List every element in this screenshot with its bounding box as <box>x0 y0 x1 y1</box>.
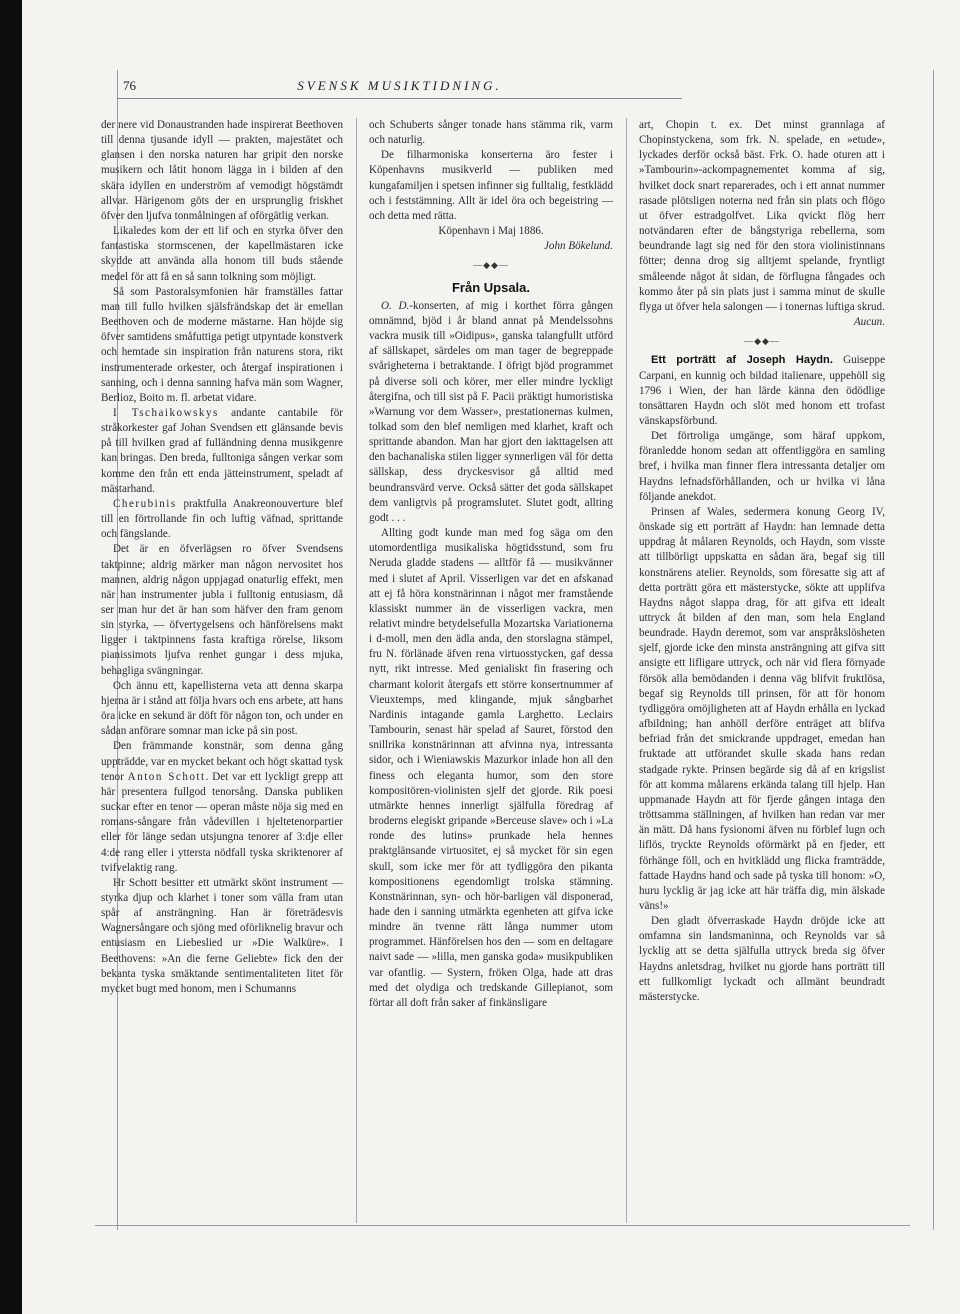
bottom-rule <box>95 1225 910 1226</box>
paragraph: De filharmoniska konserterna äro fester i Köpenhavns musikverld — publiken med kungafamiljen i spetsen infinner sig fulltalig, festklädd och i feststämning. Allt är idel öra och begeistring — och detta med rätta. <box>369 149 613 222</box>
paragraph: der nere vid Donaustranden hade inspirerat Beethoven till denna tjusande idyll — prakten, majestätet och glansen i den norska naturen har gripit den norske musikern och låtit honom lägga in i bilden af den skära idyllen en underström af vemodigt högstämdt allvar. Härigenom göts der en ursprunglig friskhet öfver den ljufva tonmålningen af oförgätlig verkan. <box>101 119 343 222</box>
paragraph: Det är en öfverlägsen ro öfver Svendsens taktpinne; aldrig märker man någon nervositet hos mannen, aldrig någon uppjagad onaturlig effekt, men när han instrumenter jubla i fulltonig entusiasm, då ser man hur det är han som häfver den fram genom sin styrka, — öfvertygelsens och hänförelsens makt ligger i taktpinnens fasta kraftiga rörelse, liksom pianissimots ljufva renhet gungar i dess mjuka, behagliga svängningar. <box>101 543 343 677</box>
paragraph: O. D.-konserten, af mig i korthet förra gången omnämnd, bjöd i år bland annat på Mendelssohns vackra musik till »Oidipus», ganska talangfullt utförd af sällskapet, särdeles om man tager de begreppade svårigheterna i betraktande. I öfrigt bjöd programmet på diverse soli och körer, mer eller mindre lyckligt återgifna, och till sist på F. Pacii präktigt humoristiska »Warnung vor dem Wasser», prestationernas kulmen, tolkad som den blef nemligen med klarhet, kraft och sprittande abandon. Man har gjort den iakttagelsen att den bachanaliska stilen ligger synnerligen väl för detta sällskap, dess dryckesvisor gå alltid med beundransvärd verve. Också sätter det goda sällskapet dem vanligtvis på programslutet. Slutet godt, allting godt . . . <box>369 299 613 524</box>
paragraph: Ett porträtt af Joseph Haydn. Guiseppe Carpani, en kunnig och bildad italienare, uppehöll sig 1796 i Wien, der han lärde känna den ödödlige tonsättaren Haydn och slöt med honom ett trofast vänskapsförbund. <box>639 354 885 427</box>
article-heading: Ett porträtt af Joseph Haydn. <box>651 354 833 367</box>
signature: Aucun. <box>853 316 885 329</box>
dateline: Köpenhavn i Maj 1886. <box>438 225 544 238</box>
paragraph: Och ännu ett, kapellisterna veta att denna skarpa hjerna är i stånd att följa hvars och ens arbete, att hans öra icke en sekund är döft för någon ton, och under en sådan anförare somnar man icke på sin post. <box>101 679 343 738</box>
paragraph: Likaledes kom der ett lif och en styrka öfver den fantastiska stormscenen, der kapellmästaren icke skydde att använda alla honom till buds stående medel för att få en så sann tolkning som möjligt. <box>101 225 343 283</box>
signature: John Bökelund. <box>543 240 613 253</box>
ornament-divider: —◆◆— <box>744 336 780 347</box>
paragraph: och Schuberts sånger tonade hans stämma rik, varm och naturlig. <box>369 119 613 147</box>
article-heading: Från Upsala. <box>451 279 531 295</box>
paragraph: Så som Pastoralsymfonien här framställes fattar man till fullo hvilken själsfrändskap det är emellan Beethoven och de moderne mästarne. Han höjde sig öfver samtidens småfuttiga petigt utpyntade konstverk och hemtade sin inspiration från naturens stora, rikt instrumenterade orkester, och återgaf inspirationen i sanning, och i denna sanning hafva män som Wagner, Berlioz, Boito m. fl. arbetat vidare. <box>101 285 343 404</box>
composer-name: Cherubinis <box>113 497 177 510</box>
column-2 <box>369 118 613 1223</box>
paragraph: Hr Schott besitter ett utmärkt skönt instrument — styrka djup och klarhet i toner som välla fram utan spår af ansträngning. Han är företrädesvis Wagnersångare och sjöng med oförliknelig bravur och entusiasm en Liebeslied ur »Die Walküre». I Beethovens: »An die ferne Geliebte» fick den der bekanta tyska smäktande sentimentaliteten litet för mycket bugt med honom, men i Schumanns <box>101 876 343 995</box>
ornament-divider: —◆◆— <box>473 260 509 271</box>
paragraph: Den främmande konstnär, som denna gång uppträdde, var en mycket bekant och högt skattad tysk tenor Anton Schott. Det var ett lyckligt grepp att här presentera fullgod tenorsång. Danska publiken suckar efter en tenor — operan måste nöja sig med en romans-sångare från vådevillen i hjeltetenorpartier eller för länge sedan utsjungna tenorer af 3:dje eller 4:de rang eller i yttersta nödfall tyska skriktenorer af tvifvelaktig rang. <box>101 740 343 874</box>
paragraph: I Tschaikowskys andante cantabile för stråkorkester gaf Johan Svendsen ett glänsande bevis på till hvilken grad af fulländning denna musikgenre kan bringas. Den breda, fulltoniga sången verkar som komme den från ett enda jätteinstrument, speladt af mästarhand. <box>101 406 343 495</box>
paragraph: art, Chopin t. ex. Det minst grannlaga af Chopinstyckena, som frk. N. spelade, en »etude», lyckades derför också bäst. Frk. O. hade oturen att i »Tambourin»-ackompagnementet komma af sig, hvilket dock snart reparerades, och i ett annat nummer rasade plötsligen noterna ned från sin plats och flögo ut öfver estradgolfvet. Lika qvickt flög herr notvändaren efter de bångstyriga rebellerna, som beundrande lagt sig ned för den stora violinistinnans fötter; denna drog sig alltjemt spelande, fryntligt småleende något åt sidan, de förflugna fångades och kommo åter på sin plats just i samma minut de skulle flyga ut öfver hela salongen — i tonernas luftiga skrud. <box>639 119 885 313</box>
column-rule-1 <box>356 118 357 1223</box>
page-header <box>117 70 682 99</box>
paragraph: Allting godt kunde man med fog säga om den utomordentliga musikaliska högtidsstund, som fru Neruda gladde stadens — alltför få — musikvänner med i slutet af April. Visserligen var det en afskanad att ej få höra konstnärinnan i något mer framstående klassiskt nummer än de visserligen vackra, men relativt mindre betydelsefulla Mozartska Variationerna i d-moll, men den ädla anda, den storslagna stämpel, fru N. förlänade äfven rena virtuosstycken, gaf dessa nytt, rikt intresse. Med genialiskt fin frasering och charmant kolorit återgafs ett större konsertnummer af Vieuxtemps, med klingande, mjuk sångbarhet Nardinis intagande gamla Larghetto. Leclairs Tambourin, senast här spelad af Sauret, förstod den snillrika konstnärinnan att afvinna nya, intressanta sidor, och i Wieniawskis Mazurkor inlade hon all den finess och eleganta humor, som den store kompositören-violinisten sjelf det gjorde. Rik poesi utmärkte hennes innerligt själfulla föredrag af broderns elegiskt gripande »Berceuse slave» och i »La ronde des lutins» prunkade hela hennes praktglänsande virtuositet, ej så mycket för sin egen skull, som icke mer för att tydliggöra den pikanta kompositionens egendomligt trolska stämning. Konstnärinnan, syn- och hör-barligen väl disponerad, hade den i sanning utmärkta egenheten att gifva icke mindre än tvenne rätt långa nummer utom programmet. Hänförelsen hos den — som en deltagare naivt sade — »lilla, men ganska goda» musikpubliken var ofantlig. — Systern, fröken Olga, hade att dras med det olydiga och tredskande Gillepianot, som förtar all doft från saker af finkänsligare <box>369 527 613 1009</box>
composer-name: I Tschaikowskys <box>113 406 219 419</box>
page-number: 76 <box>123 78 136 93</box>
column-3 <box>639 118 885 1223</box>
paragraph: Cherubinis praktfulla Anakreonouverture blef till en förtrollande fin och luftig väfnad, sprittande och fängslande. <box>101 497 343 541</box>
paragraph: Prinsen af Wales, sedermera konung Georg IV, önskade sig ett porträtt af Haydn: han lemnade detta uppdrag åt målaren Reynolds, och Haydn, som visste att tillbörligt uppskatta en sådan ära, begaf sig till konstnärens atelier. Reynolds, som föresatte sig att af detta porträtt göra ett mästerstycke, sökte att upplifva Haydns något slappa drag, för att gifva ett idealt uttryck åt bilden af den man, som hela England beundrade. Haydn deremot, som var anspråkslösheten sjelf, gjorde icke den minsta ansträngning att gifva sitt ansigte ett lifligare uttryck, och när vid flera förnyade försök alla bemödanden i denna väg blifvit fruktlösa, begaf sig Reynolds till prinsen, för att för honom tydliggöra omöjligheten att af Haydn erhålla en lyckad afbildning; han anhöll derföre enträget att blifva befriad från det smickrande uppdraget, emedan han fruktade att utförandet skulle skada hans redan stadgade rykte. Prinsen begärde sig då af en krigslist för att komma målarens erkända talang till hjelp. Han uppmanade Haydn att för fjerde gången intaga den tröttsamma ställningen, af hvilken han redan var mer än mätt. Då hans fysionomi äfven nu förblef lugn och liflös, tryckte Reynolds oförmärkt på en fjeder, ett förhänge föll, och en hvitklädd ung flicka framträdde, fattade Haydns hand och sade på tyska till honom: »O, huru lycklig är jag icke att här träffa dig, min älskade väns!» <box>639 505 885 912</box>
running-title: SVENSK MUSIKTIDNING. <box>297 78 502 93</box>
column-rule-2 <box>626 118 627 1223</box>
paragraph: Den gladt öfverraskade Haydn dröjde icke att omfamna sin landsmaninna, och Reynolds var så lycklig att se detta själfulla uttryck breda sig öfver Haydns anletsdrag, hvilket nu gjorde hans porträtt till ett fullkomligt lyckadt och allmänt beundradt mästerstycke. <box>639 915 885 1003</box>
tenor-name: Anton Schott <box>127 770 206 783</box>
paragraph: Det förtroliga umgänge, som häraf uppkom, föranledde honom sedan att offentliggöra en samling bref, i hvilka man finner flera intressanta detaljer om Haydns lefnadsförhållanden, och ur hvilka vi låna följande anekdot. <box>639 430 885 503</box>
column-1 <box>101 118 343 1223</box>
